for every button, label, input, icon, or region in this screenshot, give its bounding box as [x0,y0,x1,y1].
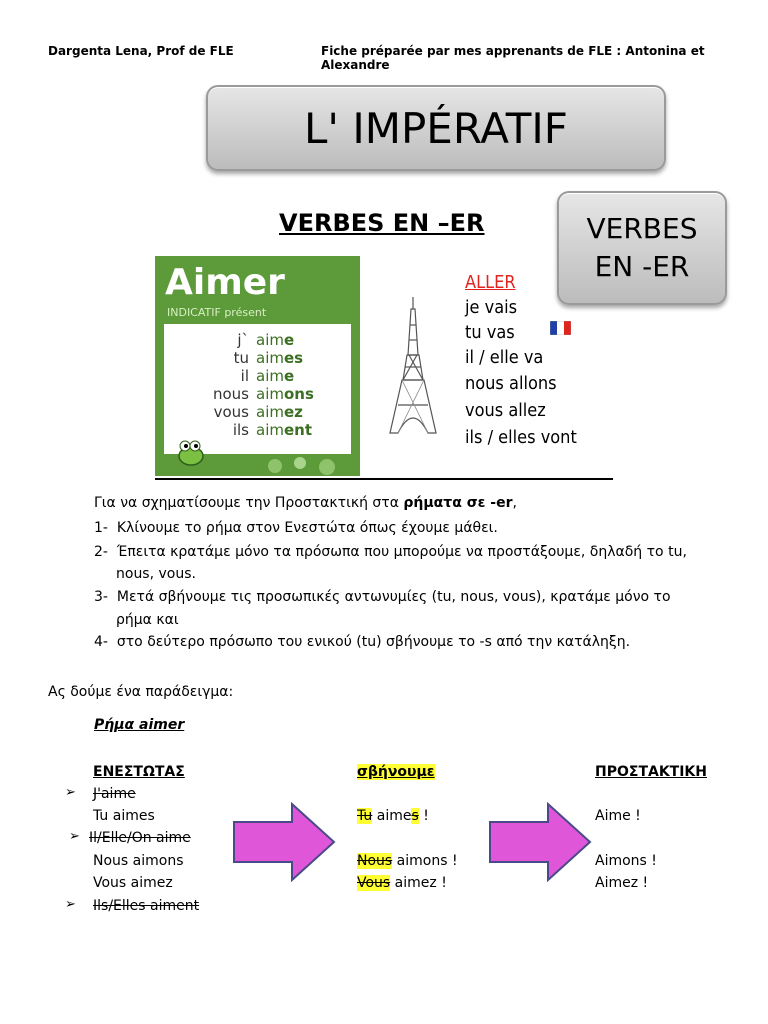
card-subtitle: INDICATIF présent [167,306,267,319]
prepared-by-header: Fiche préparée par mes apprenants de FLE : Antonina et Alexandre [321,44,705,72]
author-header: Dargenta Lena, Prof de FLE [48,44,234,58]
present-row: Vous aimez [93,875,173,891]
pronoun: ils [232,421,249,439]
present-row: Tu aimes [93,808,155,824]
present-row: Nous aimons [93,853,184,869]
page-title: L' IMPÉRATIF [304,103,568,153]
erase-row: Vous aimez ! [357,875,447,891]
section-subtitle: VERBES EN –ER [279,209,485,237]
aller-title: ALLER [465,272,516,293]
instruction-step: 3- Μετά σβήνουμε τις προσωπικές αντωνυμίες (tu, nous, vous), κρατάμε μόνο το [94,589,671,605]
aimer-conjugation-card [155,256,360,476]
verb-label: Ρήμα aimer [94,717,185,733]
french-flag-icon [550,321,571,335]
verb-form: aime [256,331,295,349]
instruction-step: 2- Έπειτα κρατάμε μόνο τα πρόσωπα που μπορούμε να προστάξουμε, δηλαδή το tu, [94,544,687,560]
aller-line: tu vas [465,322,515,343]
verbs-er-box [557,191,727,305]
example-intro: Ας δούμε ένα παράδειγμα: [48,684,234,700]
pronoun: vous [213,403,249,421]
imperative-row: Aimez ! [595,875,649,891]
conjugation-row [164,403,351,420]
arrow-bullet-icon: ➢ [65,897,76,912]
side-box-line-2: EN -ER [594,250,690,283]
conjugation-row [164,331,351,348]
aller-line: je vais [465,297,518,318]
pronoun: il [240,367,249,385]
pronoun: nous [212,385,249,403]
verb-form: aimes [256,349,304,367]
instruction-step: 1- Κλίνουμε το ρήμα στον Ενεστώτα όπως έχουμε μάθει. [94,520,498,536]
verb-form: aime [256,367,295,385]
present-row-struck: Ils/Elles aiment [93,898,200,914]
eiffel-tower-icon [388,295,438,435]
verb-form: aimons [256,385,314,403]
pronoun: tu [233,349,249,367]
column-present: ΕΝΕΣΤΩΤΑΣ [93,764,185,780]
aller-line: vous allez [465,400,546,421]
mascot-illustration [169,434,209,470]
imperative-row: Aimons ! [595,853,657,869]
aller-line: il / elle va [465,347,544,368]
instruction-step-continued: nous, vous. [116,566,196,582]
instructions-intro: Για να σχηματίσουμε την Προστακτική στα ρήματα σε -er, [94,495,517,511]
aller-line: nous allons [465,373,557,394]
side-box-line-1: VERBES [586,212,698,245]
conjugation-row [164,385,351,402]
verb-form: aiment [256,421,313,439]
divider-line [155,478,613,480]
card-title: Aimer [165,262,285,303]
title-box [206,85,666,171]
pronoun: j` [237,331,249,349]
conjugation-row [164,367,351,384]
column-erase: σβήνουμε [357,764,435,780]
erase-row: Nous aimons ! [357,853,458,869]
imperative-row: Aime ! [595,808,641,824]
right-arrow-icon [488,802,592,882]
arrow-bullet-icon: ➢ [69,829,80,844]
arrow-bullet-icon: ➢ [65,785,76,800]
right-arrow-icon [232,802,336,882]
present-row-struck: Il/Elle/On aime [89,830,191,846]
instruction-step: 4- στο δεύτερο πρόσωπο του ενικού (tu) σβήνουμε το -s από την κατάληξη. [94,634,631,650]
verb-form: aimez [256,403,303,421]
erase-row: Tu aimes ! [357,808,429,824]
present-row-struck: J'aime [93,786,136,802]
decorative-bubbles [255,451,355,476]
aller-line: ils / elles vont [465,427,577,448]
conjugation-row [164,349,351,366]
instruction-step-continued: ρήμα και [116,612,179,628]
column-imperative: ΠΡΟΣΤΑΚΤΙΚΗ [595,764,707,780]
